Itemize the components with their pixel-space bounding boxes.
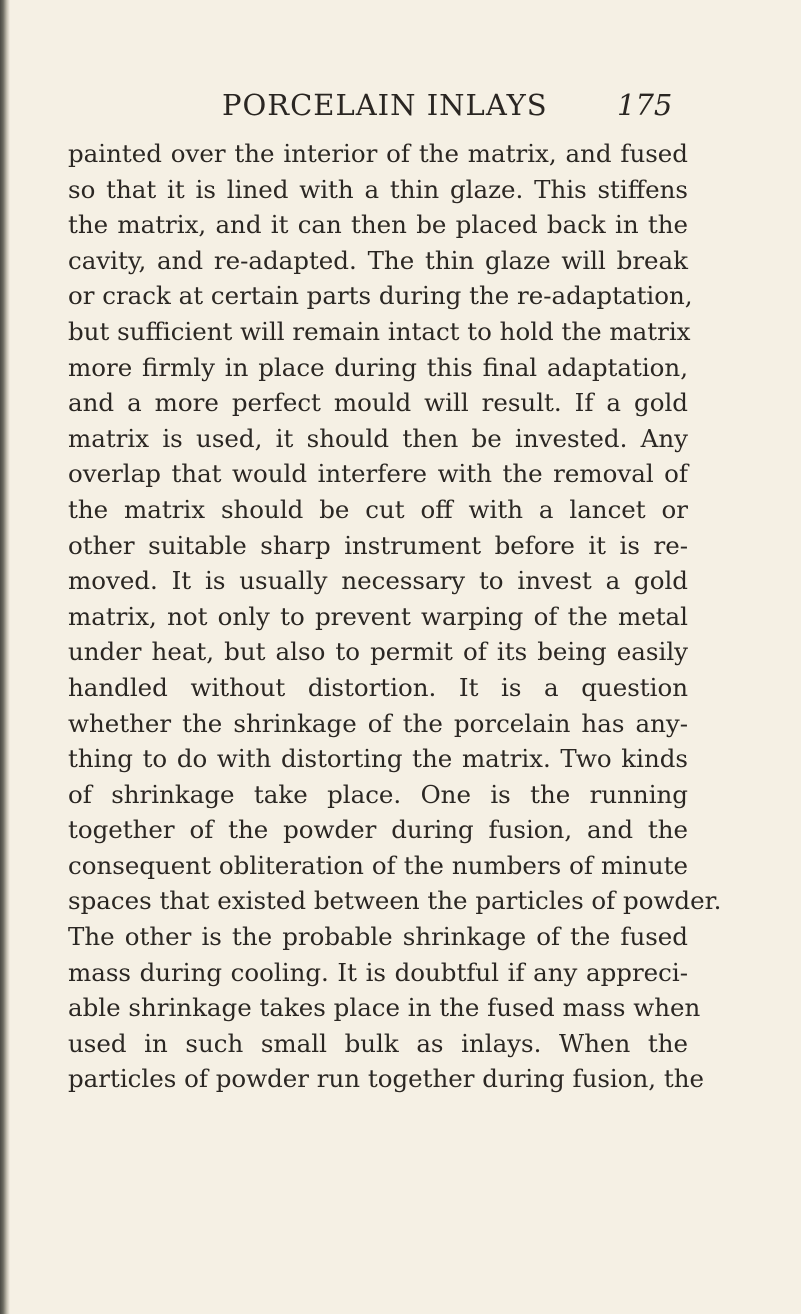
text-line: mass during cooling. It is doubtful if any appreci- [68, 957, 688, 987]
text-line: handled without distortion. It is a question [68, 672, 688, 702]
text-line: painted over the interior of the matrix, and fused [68, 139, 688, 168]
text-line: whether the shrinkage of the porcelain has any- [68, 708, 688, 738]
text-line: particles of powder run together during fusion, the [68, 1064, 704, 1094]
text-line: able shrinkage takes place in the fused mass when [68, 993, 701, 1023]
text-line: spaces that existed between the particles of powder. [68, 886, 722, 916]
text-line: used in such small bulk as inlays. When the [68, 1028, 688, 1058]
page-number: 175 [617, 88, 673, 122]
text-line: overlap that would interfere with the removal of [68, 459, 688, 489]
text-line: matrix is used, it should then be invested. Any [68, 423, 688, 453]
text-line: moved. It is usually necessary to invest a gold [68, 566, 688, 596]
text-line: but sufficient will remain intact to hold the matrix [68, 316, 691, 346]
text-line: of shrinkage take place. One is the running [68, 779, 688, 809]
body-text [68, 136, 722, 1097]
text-line: more firmly in place during this final adaptation, [68, 352, 688, 382]
text-line: other suitable sharp instrument before it is re- [68, 530, 688, 560]
text-line: matrix, not only to prevent warping of the metal [68, 601, 688, 631]
text-line: thing to do with distorting the matrix. Two kinds [68, 744, 688, 774]
binding-edge [0, 0, 10, 1314]
text-line: or crack at certain parts during the re-adaptation, [68, 281, 693, 311]
running-head [222, 88, 692, 128]
text-line: The other is the probable shrinkage of the fused [68, 922, 688, 952]
text-line: the matrix should be cut off with a lancet or [68, 494, 688, 524]
text-line: and a more perfect mould will result. If a gold [68, 388, 688, 418]
text-line: under heat, but also to permit of its being easily [68, 637, 688, 667]
text-line: the matrix, and it can then be placed back in the [68, 210, 688, 240]
text-line: together of the powder during fusion, and the [68, 815, 688, 845]
running-title: PORCELAIN INLAYS [222, 88, 548, 122]
text-line: cavity, and re-adapted. The thin glaze will break [68, 245, 688, 275]
text-line: consequent obliteration of the numbers of minute [68, 850, 688, 880]
text-line: so that it is lined with a thin glaze. This stiffens [68, 174, 688, 204]
